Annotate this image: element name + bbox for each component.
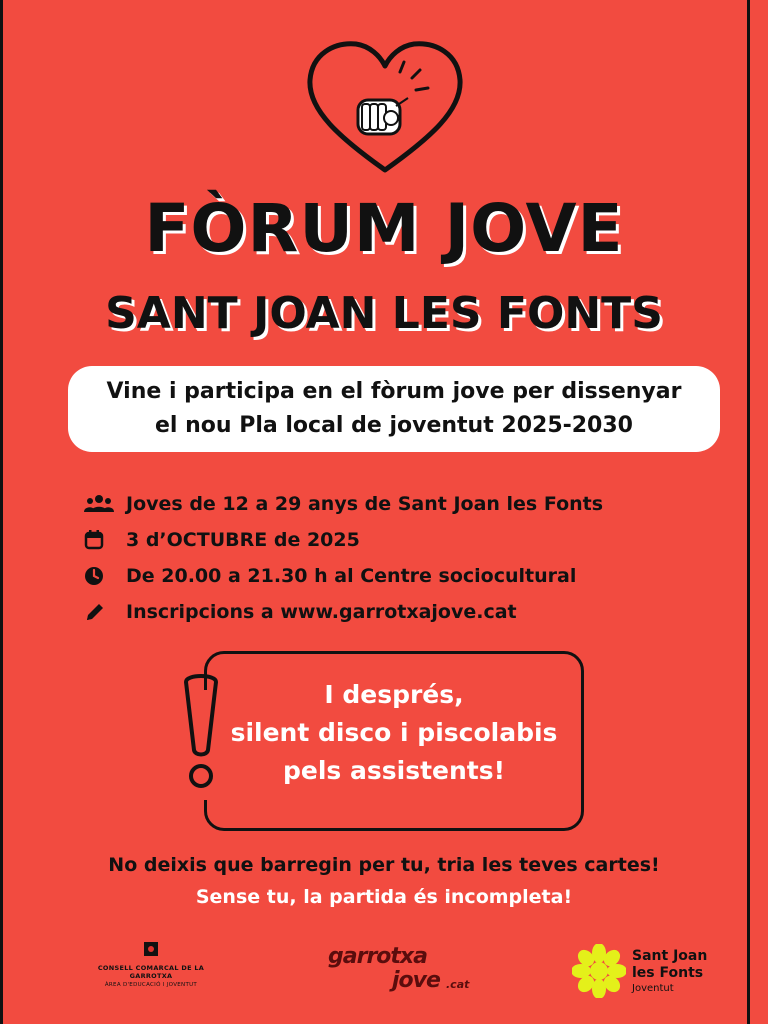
sjf-logo-dept: Joventut bbox=[632, 983, 674, 994]
info-date-text: 3 d’OCTUBRE de 2025 bbox=[126, 529, 360, 551]
callout-line-2: silent disco i piscolabis bbox=[230, 718, 558, 747]
sjf-logo-name-2: les Fonts bbox=[632, 965, 704, 981]
info-audience bbox=[78, 486, 718, 522]
people-icon bbox=[78, 494, 126, 514]
event-info-list bbox=[78, 486, 718, 630]
callout-text bbox=[204, 676, 584, 790]
heart-pointing-hand-icon bbox=[300, 38, 470, 178]
consell-logo-area: ÀREA D'EDUCACIÓ I JOVENTUT bbox=[104, 982, 198, 988]
garrotxa-jove-logo bbox=[324, 940, 474, 1000]
garrotxa-logo-word-1: garrotxa bbox=[328, 944, 427, 969]
calendar-icon bbox=[78, 530, 126, 550]
consell-logo-mark bbox=[144, 942, 158, 956]
garrotxa-logo-word-2: jove bbox=[392, 968, 440, 993]
consell-logo-name: CONSELL COMARCAL DE LA GARROTXA bbox=[97, 964, 205, 980]
info-time-place bbox=[78, 558, 718, 594]
slogan-line-1: No deixis que barregin per tu, tria les teves cartes! bbox=[108, 854, 660, 876]
intro-box bbox=[68, 366, 720, 452]
info-registration-text: Inscripcions a www.garrotxajove.cat bbox=[126, 601, 517, 623]
info-time-place-text: De 20.00 a 21.30 h al Centre sociocultural bbox=[126, 565, 577, 587]
slogan-line-2: Sense tu, la partida és incompleta! bbox=[195, 886, 573, 908]
garrotxa-logo-domain: .cat bbox=[446, 978, 470, 991]
page-title: FÒRUM JOVE bbox=[144, 190, 624, 267]
sant-joan-les-fonts-logo bbox=[572, 940, 722, 1000]
intro-line-2: el nou Pla local de joventut 2025-2030 bbox=[155, 413, 633, 438]
info-date bbox=[78, 522, 718, 558]
pencil-icon bbox=[78, 601, 126, 623]
flower-icon bbox=[572, 944, 626, 998]
callout-line-3: pels assistents! bbox=[282, 756, 506, 785]
page-subtitle: SANT JOAN LES FONTS bbox=[105, 288, 663, 339]
info-audience-text: Joves de 12 a 29 anys de Sant Joan les Fonts bbox=[126, 493, 604, 515]
consell-comarcal-logo bbox=[78, 942, 224, 988]
callout-line-1: I després, bbox=[324, 680, 464, 709]
sjf-logo-name-1: Sant Joan bbox=[632, 948, 708, 964]
intro-line-1: Vine i participa en el fòrum jove per dissenyar bbox=[106, 379, 682, 404]
clock-icon bbox=[78, 566, 126, 586]
info-registration bbox=[78, 594, 718, 630]
